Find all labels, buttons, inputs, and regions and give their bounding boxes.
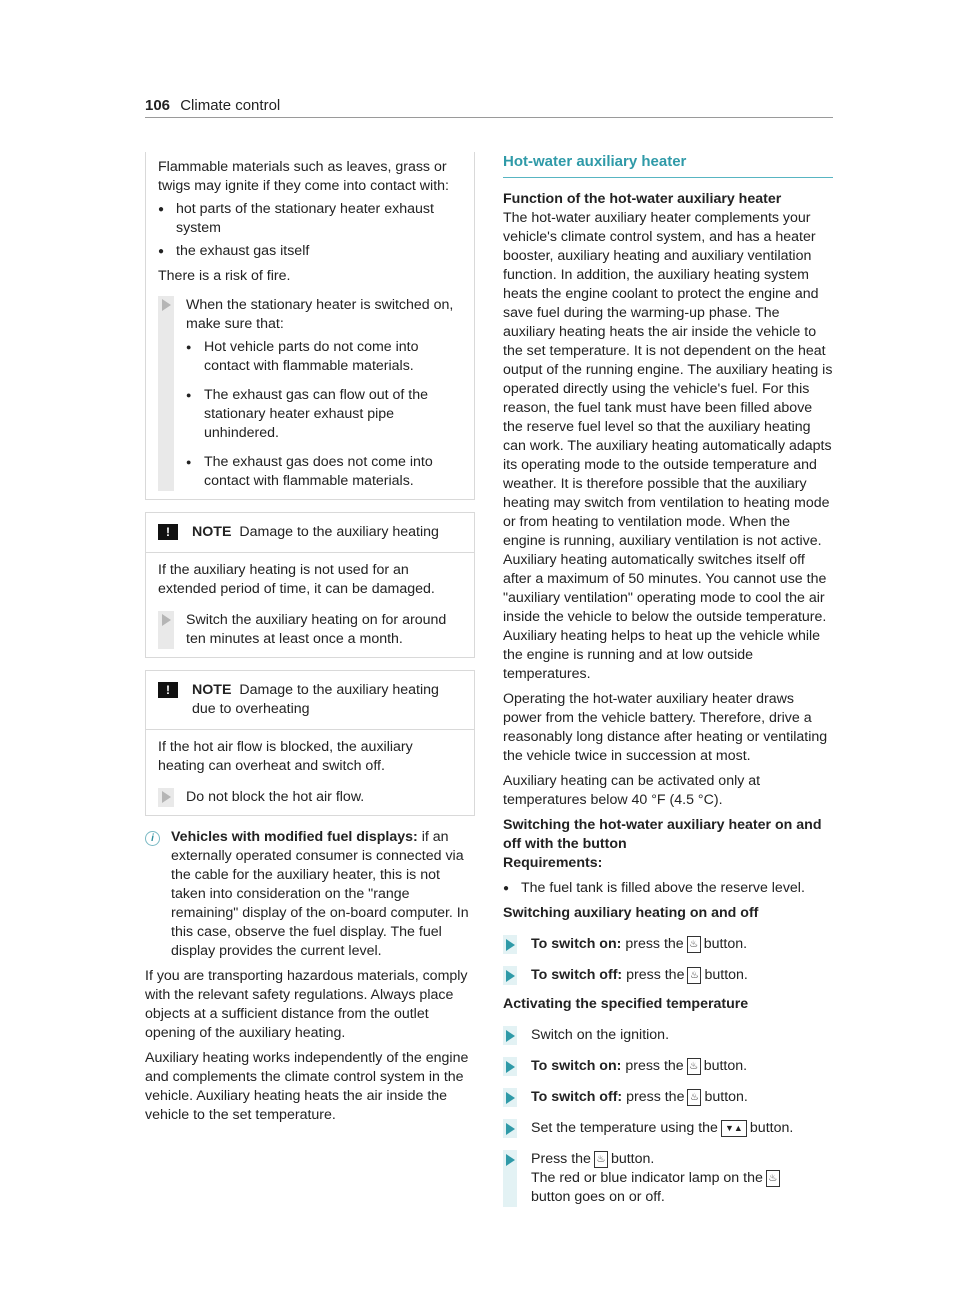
step-text: Do not block the hot air flow. <box>186 789 365 805</box>
bullet-icon: ● <box>158 204 165 215</box>
step-arrow-icon <box>506 1030 515 1042</box>
activate-heading: Activating the specified temperature <box>503 996 749 1012</box>
note-box <box>145 512 475 658</box>
step-bar <box>158 296 174 491</box>
note-title: Damage to the auxiliary heating due to overheating <box>192 682 439 717</box>
page-header <box>145 96 833 116</box>
instruction-step <box>158 296 462 491</box>
paragraph: If you are transporting hazardous materials, comply with the relevant safety regulations. Always place objects at a sufficient distance from the outlet opening of the auxiliary heating. <box>145 968 468 1041</box>
heater-button-icon: ♨ <box>766 1170 780 1187</box>
step-arrow-icon <box>162 614 171 626</box>
step-text: button. <box>703 1058 748 1074</box>
instruction-step <box>503 935 833 954</box>
risk-statement: There is a risk of fire. <box>158 268 291 284</box>
bullet-icon: ● <box>186 457 192 467</box>
step-text: press the <box>625 1058 684 1074</box>
step-arrow-icon <box>162 299 171 311</box>
warning-intro: Flammable materials such as leaves, grass or twigs may ignite if they come into contact with: <box>158 159 449 194</box>
bullet-icon: ● <box>503 883 510 894</box>
list-item <box>158 200 462 238</box>
note-label: NOTE <box>192 682 232 698</box>
header-divider <box>145 117 833 118</box>
step-bar <box>503 966 517 985</box>
step-label: To switch on: <box>531 936 622 952</box>
exclamation-icon: ! <box>158 682 178 698</box>
list-item-text: The exhaust gas does not come into contact with flammable materials. <box>204 454 433 489</box>
battery-text: Operating the hot-water auxiliary heater draws power from the vehicle battery. Therefore, drive a reasonably long distance after heating or ventilating the vehicle twice in succession at most. <box>503 691 828 764</box>
step-text: Switch the auxiliary heating on for around ten minutes at least once a month. <box>186 612 447 647</box>
instruction-step <box>503 1026 833 1045</box>
fire-warning-box <box>145 152 475 500</box>
step-label: To switch on: <box>531 1058 622 1074</box>
step-arrow-icon <box>162 791 171 803</box>
step-arrow-icon <box>506 1123 515 1135</box>
step-bar <box>503 935 517 954</box>
info-icon: i <box>145 831 160 846</box>
step-bar <box>158 611 174 649</box>
step-text: Set the temperature using the <box>531 1120 718 1136</box>
step-text: Switch on the ignition. <box>531 1027 670 1043</box>
step-text: button goes on or off. <box>531 1189 665 1205</box>
note-label: NOTE <box>192 524 232 540</box>
step-text: button. <box>749 1120 794 1136</box>
step-arrow-icon <box>506 1092 515 1104</box>
list-item-text: hot parts of the stationary heater exhaust system <box>176 201 434 236</box>
list-item-text: The fuel tank is filled above the reserve level. <box>521 880 805 896</box>
instruction-step <box>158 788 462 807</box>
step-label: To switch off: <box>531 1089 623 1105</box>
paragraph: Auxiliary heating works independently of the engine and complements the climate control system in the vehicle. Auxiliary heating heats the air inside the vehicle to the set temperature. <box>145 1050 469 1123</box>
function-text: The hot-water auxiliary heater complements your vehicle's climate control system, and has a heater booster, auxiliary heating and auxiliary ventilation function. In addition, the auxiliary heating system heats the engine coolant to protect the engine and save fuel during the warming-up phase. The auxiliary heating heats the air inside the vehicle to the set temperature. It is not dependent on the heat output of the running engine. The auxiliary heating is operated directly using the vehicle's fuel. For this reason, the fuel tank must have been filled above the reserve fuel level so that the auxiliary heating can work. The auxiliary heating automatically adapts its operating mode to the outside temperature and weather. It is therefore possible that the auxiliary heating may switch from ventilation to heating mode or from heating to ventilation mode. When the engine is running, auxiliary ventilation is not active. Auxiliary heating automatically switches itself off after a maximum of 50 minutes. You cannot use the "auxiliary ventilation" operating mode to cool the air inside the vehicle to below the outside temperature. Auxiliary heating helps to heat up the vehicle while the engine is running and at low outside temperatures. <box>503 210 833 682</box>
heater-button-icon: ♨ <box>687 967 701 984</box>
step-arrow-icon <box>506 1154 515 1166</box>
note-box <box>145 670 475 816</box>
step-text: button. <box>704 967 748 983</box>
instruction-step <box>158 611 462 649</box>
step-text: button. <box>610 1151 655 1167</box>
list-item-text: The exhaust gas can flow out of the stationary heater exhaust pipe unhindered. <box>204 387 428 441</box>
step-arrow-icon <box>506 970 515 982</box>
onoff-heading: Switching auxiliary heating on and off <box>503 905 759 921</box>
exclamation-icon: ! <box>158 524 178 540</box>
note-body: If the hot air flow is blocked, the auxiliary heating can overheat and switch off. <box>158 739 413 774</box>
step-text: press the <box>626 967 685 983</box>
step-bar <box>503 1088 517 1107</box>
instruction-step <box>503 1150 833 1207</box>
page-number: 106 <box>145 97 171 114</box>
info-text: if an externally operated consumer is connected via the cable for the auxiliary heater, this is not taken into consideration on the "range remaining" display of the on-board computer. In this case, observe the fuel display. The fuel display provides the current level. <box>171 829 469 959</box>
heater-button-icon: ♨ <box>687 1089 701 1106</box>
note-header <box>146 671 474 730</box>
step-text: press the <box>625 936 684 952</box>
right-column <box>503 152 833 1207</box>
step-text: The red or blue indicator lamp on the <box>531 1170 763 1186</box>
step-bar <box>503 1150 517 1207</box>
step-text: press the <box>626 1089 685 1105</box>
heater-button-icon: ♨ <box>687 1058 701 1075</box>
bullet-icon: ● <box>186 390 192 400</box>
list-item <box>186 453 462 491</box>
step-text: button. <box>703 936 748 952</box>
section-title: Climate control <box>180 97 281 114</box>
step-bar <box>158 788 174 807</box>
heater-button-icon: ♨ <box>687 936 701 953</box>
step-bar <box>503 1026 517 1045</box>
bullet-icon: ● <box>158 246 165 257</box>
switch-heading: Switching the hot-water auxiliary heater on and off with the button <box>503 817 822 852</box>
step-text: Press the <box>531 1151 591 1167</box>
function-heading: Function of the hot-water auxiliary heater <box>503 191 782 207</box>
section-heading: Hot-water auxiliary heater <box>503 152 833 178</box>
instruction-step <box>503 1119 833 1138</box>
left-column <box>145 152 475 1125</box>
instruction-step <box>503 1057 833 1076</box>
step-label: To switch off: <box>531 967 623 983</box>
step-bar <box>503 1119 517 1138</box>
instruction-step <box>503 1088 833 1107</box>
step-text: button. <box>704 1089 748 1105</box>
info-lead: Vehicles with modified fuel displays: <box>171 829 418 845</box>
instruction-step <box>503 966 833 985</box>
list-item <box>186 386 462 443</box>
temperature-text: Auxiliary heating can be activated only at temperatures below 40 °F (4.5 °C). <box>503 773 761 808</box>
list-item-text: the exhaust gas itself <box>176 243 310 259</box>
list-item <box>503 879 833 898</box>
list-item-text: Hot vehicle parts do not come into contact with flammable materials. <box>204 339 419 374</box>
temperature-arrows-icon: ▼▲ <box>721 1120 747 1137</box>
list-item <box>186 338 462 376</box>
list-item <box>158 242 462 261</box>
note-title: Damage to the auxiliary heating <box>239 524 439 540</box>
heater-button-icon: ♨ <box>594 1151 608 1168</box>
info-note <box>145 828 475 961</box>
step-arrow-icon <box>506 939 515 951</box>
step-text: When the stationary heater is switched on, make sure that: <box>186 297 454 332</box>
step-bar <box>503 1057 517 1076</box>
note-body: If the auxiliary heating is not used for an extended period of time, it can be damaged. <box>158 562 435 597</box>
requirements-label: Requirements: <box>503 855 603 871</box>
bullet-icon: ● <box>186 342 192 352</box>
step-arrow-icon <box>506 1061 515 1073</box>
note-header <box>146 513 474 553</box>
